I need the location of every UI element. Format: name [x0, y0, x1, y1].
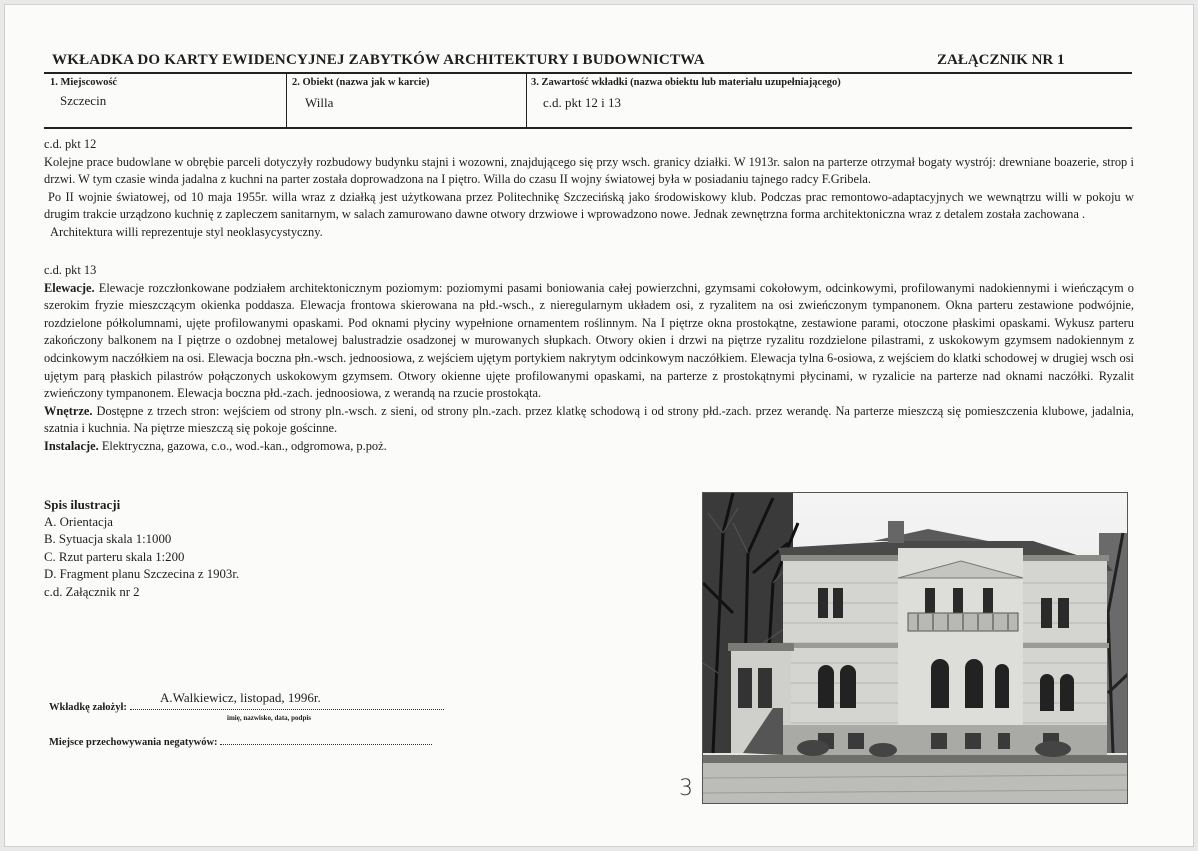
section-13-heading: c.d. pkt 13 [44, 263, 97, 277]
founder-hint: imię, nazwisko, data, podpis [227, 714, 312, 722]
table-top-rule [44, 72, 1132, 74]
negatives-row [49, 734, 432, 748]
illustrations-list [44, 496, 239, 602]
facade-paragraph [44, 280, 1134, 403]
list-item: A. Orientacja [44, 514, 113, 529]
interior-text: Dostępne z trzech stron: wejściem od strony pln.-wsch. z sieni, od strony pln.-zach. przez klatkę schodową i od strony płd.-zach. przez werandę. Na parterze mieszczą się pomieszczenia klubowe, jadalnia, szatnia i kuchnia. Na piętrze mieszczą się pokoje gościnne. [44, 403, 1134, 436]
content-label: 3. Zawartość wkładki (nazwa obiektu lub materiału uzupełniającego) [531, 77, 841, 88]
annex-number: ZAŁĄCZNIK NR 1 [937, 52, 1065, 68]
list-item: B. Sytuacja skala 1:1000 [44, 532, 172, 547]
illustrations-heading: Spis ilustracji [44, 497, 121, 512]
founder-value: A.Walkiewicz, listopad, 1996r. [160, 690, 321, 705]
facade-text: Elewacje rozczłonkowane podziałem architektonicznym poziomym: poziomymi pasami boniowania całej powierzchni, gzymsami cokołowym, odcinkowymi, profilowanymi nadokiennymi i wieńczącym o szerokim fryzie mieszczącym okienka poddasza. Elewacja frontowa skierowana na płd.-wsch., z nieregularnym układem osi, z ryzalitem na osi zwieńczonym tympanonem. Okna parteru zestawione podwójnie, rozdzielone półkolumnami, ujęte profilowanymi opaskami. Pod oknami płyciny wypełnione ornamentem roślinnym. Na I piętrze okna prostokątne, zestawione parami, otoczone płaskimi opaskami. Wykusz parteru zakończony balkonem na I piętrze o ozdobnej metalowej balustradzie osadzonej w murowanych słupkach. Otwory okien i drzwi na piętrze ryzalitu rozdzielone pilastrami, z uskokowym gzymsem nadokiennym z odcinkowym naczółkiem na osi. Elewacja boczna płn.-wsch. jednoosiowa, z wejściem ujętym portykiem nakrytym odcinkowym naczółkiem. Elewacja tylna 6-osiowa, z wejściem do klatki schodowej w drugiej wsch osi ujętym parą płaskich pilastrów połączonych uskokowym gzymsem. Otwory okienne ujęte profilowanymi opaskami, na parterze z prostokątnymi płycinami, w ryzalicie na parterze nad oknami naczółki. Ryzalit zwieńczony tympanonem. Elewacja boczna płd.-zach. jednoosiowa, z werandą na rzucie prostokąta. [44, 280, 1134, 401]
interior-label: Wnętrze. [44, 403, 93, 418]
section-13 [44, 262, 1134, 456]
installations-label: Instalacje. [44, 438, 99, 453]
facade-label: Elewacje. [44, 280, 95, 295]
object-value: Willa [305, 95, 334, 110]
list-item: c.d. Załącznik nr 2 [44, 584, 140, 599]
section-12-paragraph-2: Po II wojnie światowej, od 10 maja 1955r. willa wraz z działką jest użytkowana przez Politechnikę Szczecińską jako środowiskowy klub. Podczas prac remontowo-adaptacyjnych we wewnątrzu willi w pokoju w drugim trakcie urządzono kuchnię z zapleczem sanitarnym, w salach zamurowano dawne otwory drzwiowe i wprowadzono nowe. Jednak zewnętrzna forma architektoniczna wraz z detalem została zachowana . [44, 189, 1134, 222]
object-label: 2. Obiekt (nazwa jak w karcie) [292, 77, 430, 88]
document-title: WKŁADKA DO KARTY EWIDENCYJNEJ ZABYTKÓW ARCHITEKTURY I BUDOWNICTWA [52, 52, 705, 68]
list-item: C. Rzut parteru skala 1:200 [44, 549, 185, 564]
place-label: 1. Miejscowość [50, 77, 118, 88]
section-12-paragraph-3: Architektura willi reprezentuje styl neoklasycystyczny. [50, 224, 323, 239]
installations-paragraph [44, 438, 1134, 456]
photo-number: 3 [679, 776, 693, 801]
negatives-label: Miejsce przechowywania negatywów: [49, 737, 218, 748]
content-value: c.d. pkt 12 i 13 [543, 95, 621, 110]
interior-paragraph [44, 403, 1134, 438]
installations-text: Elektryczna, gazowa, c.o., wod.-kan., odgromowa, p.poż. [98, 438, 387, 453]
villa-photo-illustration [703, 493, 1128, 804]
section-12-paragraph-1: Kolejne prace budowlane w obrębie parceli dotyczyły rozbudowy budynku stajni i wozowni, znajdującego się przy wsch. granicy działki. W 1913r. salon na parterze otrzymał bogaty wystrój: drewniane boazerie, strop i drzwi. W tym czasie winda jadalna z kuchni na parter została doprowadzona na I piętro. Willa do czasu II wojny światowej była w posiadaniu tajnego radcy F.Gribela. [44, 154, 1134, 187]
section-12 [44, 136, 1134, 242]
table-bottom-rule [44, 127, 1132, 129]
list-item: D. Fragment planu Szczecina z 1903r. [44, 567, 240, 582]
villa-photograph [702, 492, 1128, 804]
section-12-heading: c.d. pkt 12 [44, 137, 97, 151]
negatives-dotted-line [220, 734, 432, 745]
founder-label: Wkładkę założył: [49, 702, 127, 713]
table-divider-2 [526, 73, 527, 128]
place-value: Szczecin [60, 93, 107, 108]
table-divider-1 [286, 73, 287, 128]
